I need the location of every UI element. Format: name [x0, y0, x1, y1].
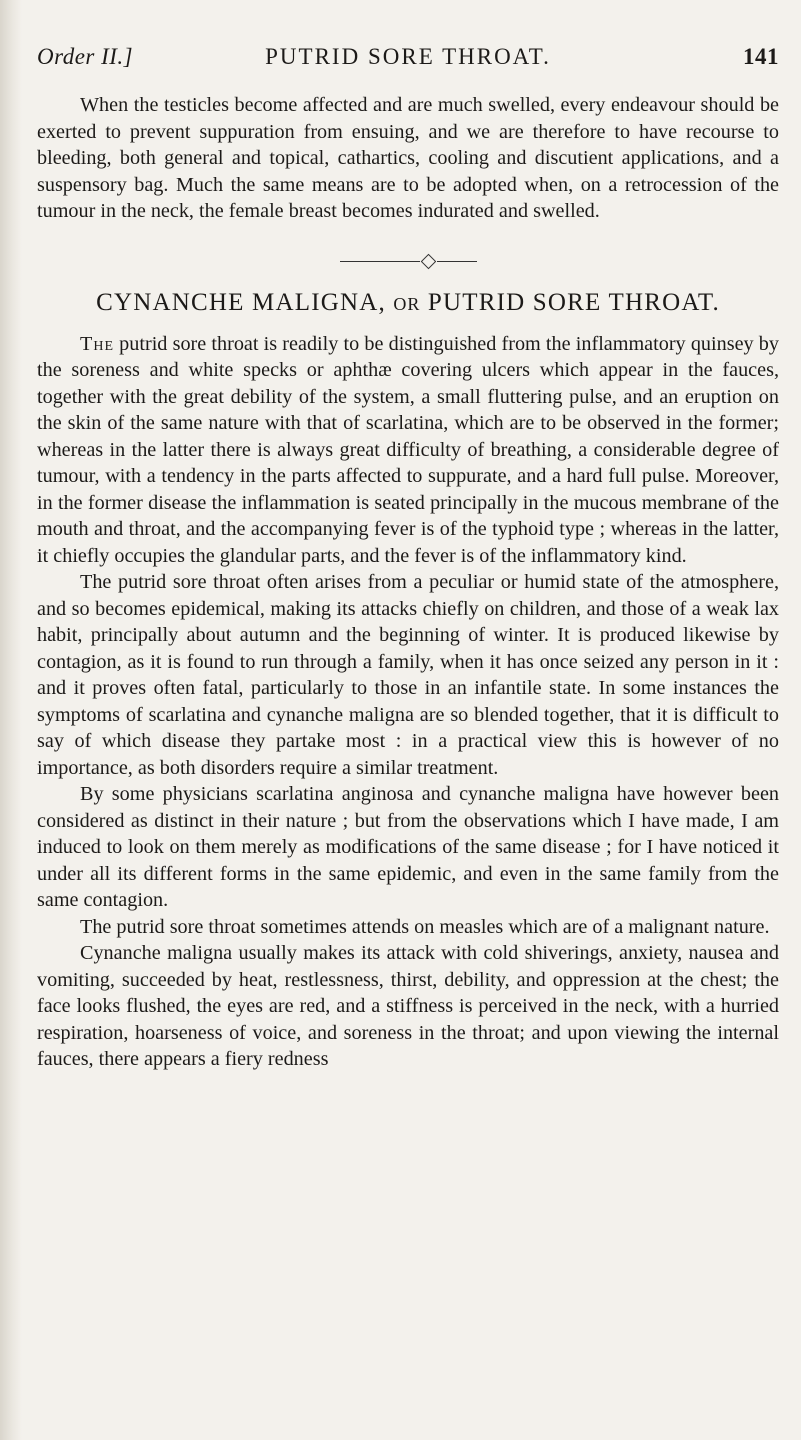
section-heading-main: CYNANCHE MALIGNA, [96, 288, 386, 316]
running-head [37, 44, 779, 84]
page-number: 141 [743, 44, 779, 69]
paragraph-measles: The putrid sore throat sometimes attends on measles which are of a malignant nature. [80, 915, 770, 938]
first-paragraph-text: putrid sore throat is readily to be distinguished from the inflammatory quinsey by the soreness and white specks or aphthæ covering ulcers which appear in the fauces, together with the great debility of the system, a small fluttering pulse, and an eruption on the skin of the same nature with that of scarlatina, which are to be observed in the former; whereas in the latter there is always great difficulty of breathing, a considerable degree of tumour, with a tendency in the parts affected to suppurate, and a hard full pulse. Moreover, in the former disease the inflammation is seated principally in the mucous membrane of the mouth and throat, and the accompanying fever is of the typhoid type ; whereas in the latter, it chiefly occupies the glandular parts, and the fever is of the inflammatory kind. [37, 332, 779, 567]
paragraph-epidemic: The putrid sore throat often arises from a peculiar or humid state of the atmosphere, and so becomes epidemical, making its attacks chiefly on children, and those of a weak lax habit, principally about autumn and the beginning of winter. It is produced likewise by contagion, as it is found to run through a family, when it has once seized any person in it : and it proves often fatal, particularly to those in an infantile state. In some instances the symptoms of scarlatina and cynanche maligna are so blended together, that it is difficult to say of which disease they partake most : in a practical view this is however of no importance, as both disorders require a similar treatment. [37, 571, 779, 779]
section-first-paragraph [37, 331, 779, 570]
paragraph-symptoms: Cynanche maligna usually makes its attack with cold shiverings, anxiety, nausea and vomiting, succeeded by heat, restlessness, thirst, debility, and oppression at the chest; the face looks flushed, the eyes are red, and a stiffness is perceived in the neck, with a hurried respiration, hoarseness of voice, and soreness in the throat; and upon viewing the internal fauces, there appears a fiery redness [37, 942, 779, 1070]
page-gutter-shadow [0, 0, 22, 1440]
section-divider-ornament [37, 253, 779, 263]
intro-paragraph: When the testicles become affected and are much swelled, every endeavour should be exerted to prevent suppuration from ensuing, and we are therefore to have recourse to bleeding, both general and topical, cathartics, cooling and discutient applications, and a suspensory bag. Much the same means are to be adopted when, on a retrocession of the tumour in the neck, the female breast becomes indurated and swelled. [37, 94, 779, 222]
section-heading-sub: PUTRID SORE THROAT. [427, 288, 720, 316]
first-word: The [80, 332, 114, 355]
paragraph-distinct-nature: By some physicians scarlatina anginosa and cynanche maligna have however been considered as distinct in their nature ; but from the observations which I have made, I am induced to look on them merely as modifications of the same disease ; for I have noticed it under all its different forms in the same epidemic, and even in the same family from the same contagion. [37, 783, 779, 911]
running-head-order: Order II.] [37, 44, 134, 69]
book-page [37, 44, 779, 1073]
section-heading-or: OR [393, 293, 421, 314]
running-head-title: PUTRID SORE THROAT. [265, 44, 551, 69]
section-heading [37, 289, 779, 317]
